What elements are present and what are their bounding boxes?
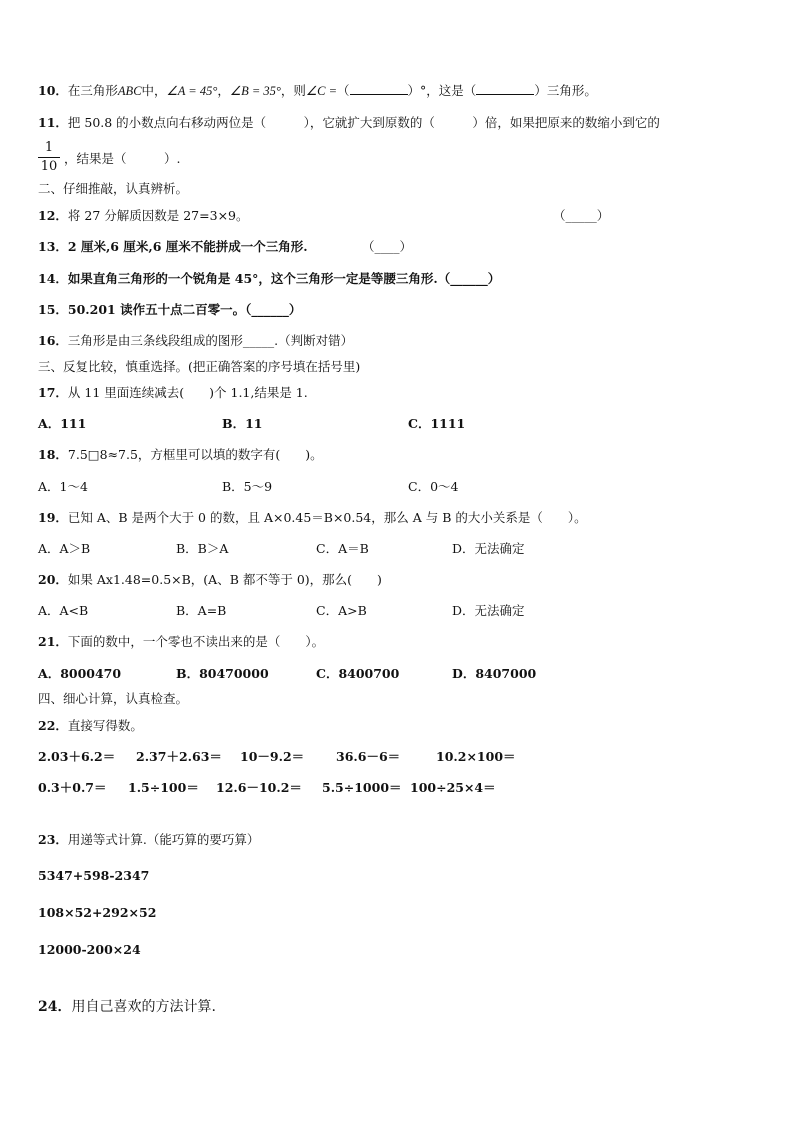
calc-item: 1.5÷100＝	[128, 780, 199, 795]
question-text: ，结果是（ ）.	[64, 151, 181, 166]
math-angle-a: ∠A = 45°	[166, 84, 218, 98]
question-text: 7.5□8≈7.5，方框里可以填的数字有( )。	[67, 447, 323, 462]
question-number: 16．	[38, 333, 68, 348]
question-10	[38, 82, 597, 100]
option-c[interactable]: C．8400700	[316, 666, 400, 681]
question-11-tail	[64, 150, 180, 168]
section-heading-4: 四、细心计算，认真检查。	[38, 691, 189, 706]
question-23	[38, 831, 259, 849]
question-21	[38, 633, 324, 651]
question-text: 50.201 读作五十点二百零一。（______）	[67, 302, 302, 317]
option-c[interactable]: C．0～4	[408, 479, 459, 494]
fraction-one-tenth	[38, 140, 60, 175]
question-13	[38, 238, 308, 256]
option-a[interactable]: A．111	[38, 416, 87, 431]
option-d[interactable]: D．无法确定	[452, 603, 525, 618]
option-d[interactable]: D．8407000	[452, 666, 537, 681]
option-b[interactable]: B．B＞A	[176, 541, 229, 556]
option-a[interactable]: A．1～4	[38, 479, 88, 494]
question-number: 20．	[38, 572, 68, 587]
option-a[interactable]: A．8000470	[38, 666, 122, 681]
calc-item: 10.2×100＝	[436, 749, 516, 764]
calc-item: 5.5÷1000＝	[322, 780, 402, 795]
question-19	[38, 509, 587, 527]
question-text: ）°，这是（	[407, 83, 477, 98]
question-text: 用递等式计算.（能巧算的要巧算）	[67, 832, 260, 847]
question-number: 24．	[38, 999, 72, 1015]
math-angle-c: ∠C =	[305, 84, 338, 98]
calc-item: 10－9.2＝	[240, 749, 305, 764]
question-number: 10．	[38, 83, 68, 98]
calc-item: 2.03＋6.2＝	[38, 749, 116, 764]
question-16	[38, 332, 353, 350]
question-text: 如果直角三角形的一个锐角是 45°，这个三角形一定是等腰三角形.（______）	[67, 271, 501, 286]
option-b[interactable]: B．80470000	[176, 666, 269, 681]
section-heading-2: 二、仔细推敲，认真辨析。	[38, 181, 189, 196]
question-24	[38, 998, 216, 1016]
option-a[interactable]: A．A<B	[38, 603, 89, 618]
calc-expression: 5347+598-2347	[38, 868, 150, 883]
calc-expression: 12000-200×24	[38, 942, 141, 957]
calc-item: 36.6－6＝	[336, 749, 401, 764]
option-b[interactable]: B．11	[222, 416, 263, 431]
answer-blank[interactable]	[350, 82, 408, 95]
option-c[interactable]: C．A＝B	[316, 541, 369, 556]
question-text: 将 27 分解质因数是 27=3×9。	[67, 208, 249, 223]
option-d[interactable]: D．无法确定	[452, 541, 525, 556]
math-triangle-name: ABC	[117, 84, 142, 98]
fraction-denominator: 10	[40, 159, 58, 174]
question-number: 15．	[38, 302, 68, 317]
judge-mark[interactable]: （____）	[362, 239, 413, 254]
calc-item: 0.3＋0.7＝	[38, 780, 107, 795]
question-text: 从 11 里面连续减去( )个 1.1,结果是 1.	[67, 385, 308, 400]
question-text: 中，	[141, 83, 167, 98]
question-number: 18．	[38, 447, 68, 462]
question-text: 直接写得数。	[67, 718, 143, 733]
math-angle-b: ∠B = 35°	[229, 84, 281, 98]
question-number: 14．	[38, 271, 68, 286]
question-15	[38, 301, 301, 319]
calc-item: 100÷25×4＝	[410, 780, 496, 795]
question-text: 用自己喜欢的方法计算.	[71, 999, 216, 1015]
fraction-numerator: 1	[44, 140, 54, 155]
question-number: 17．	[38, 385, 68, 400]
question-text: ，则	[280, 83, 306, 98]
question-22	[38, 717, 143, 735]
calc-item: 12.6－10.2＝	[216, 780, 302, 795]
question-number: 19．	[38, 510, 68, 525]
question-17	[38, 384, 308, 402]
question-number: 11．	[38, 115, 68, 130]
question-text: ）三角形。	[534, 83, 597, 98]
question-18	[38, 446, 323, 464]
option-c[interactable]: C．1111	[408, 416, 466, 431]
question-text: 2 厘米,6 厘米,6 厘米不能拼成一个三角形.	[67, 239, 308, 254]
section-heading-3: 三、反复比较，慎重选择。(把正确答案的序号填在括号里)	[38, 359, 361, 374]
calc-expression: 108×52+292×52	[38, 905, 157, 920]
calc-item: 2.37＋2.63＝	[136, 749, 222, 764]
judge-mark[interactable]: （_____）	[553, 208, 610, 223]
question-number: 12．	[38, 208, 68, 223]
question-20	[38, 571, 382, 589]
question-number: 21．	[38, 634, 68, 649]
option-b[interactable]: B．5～9	[222, 479, 273, 494]
question-text: 已知 A、B 是两个大于 0 的数，且 A×0.45＝B×0.54，那么 A 与 B 的大小关系是（ ）。	[67, 510, 587, 525]
question-14	[38, 270, 500, 288]
question-11	[38, 114, 660, 132]
question-text: 把 50.8 的小数点向右移动两位是（ ），它就扩大到原数的（ ）倍，如果把原来的数缩小到它的	[67, 115, 660, 130]
option-a[interactable]: A．A＞B	[38, 541, 91, 556]
question-text: 如果 Ax1.48=0.5×B，(A、B 都不等于 0)，那么( )	[67, 572, 382, 587]
fraction-bar	[38, 157, 60, 158]
option-c[interactable]: C．A>B	[316, 603, 367, 618]
question-number: 13．	[38, 239, 68, 254]
answer-blank[interactable]	[476, 82, 534, 95]
question-number: 22．	[38, 718, 68, 733]
question-text: （	[337, 83, 350, 98]
question-text: 三角形是由三条线段组成的图形_____.（判断对错）	[67, 333, 354, 348]
question-number: 23．	[38, 832, 68, 847]
question-text: ，	[217, 83, 230, 98]
question-text: 在三角形	[67, 83, 118, 98]
question-text: 下面的数中，一个零也不读出来的是（ ）。	[67, 634, 325, 649]
question-12	[38, 207, 249, 225]
option-b[interactable]: B．A=B	[176, 603, 227, 618]
